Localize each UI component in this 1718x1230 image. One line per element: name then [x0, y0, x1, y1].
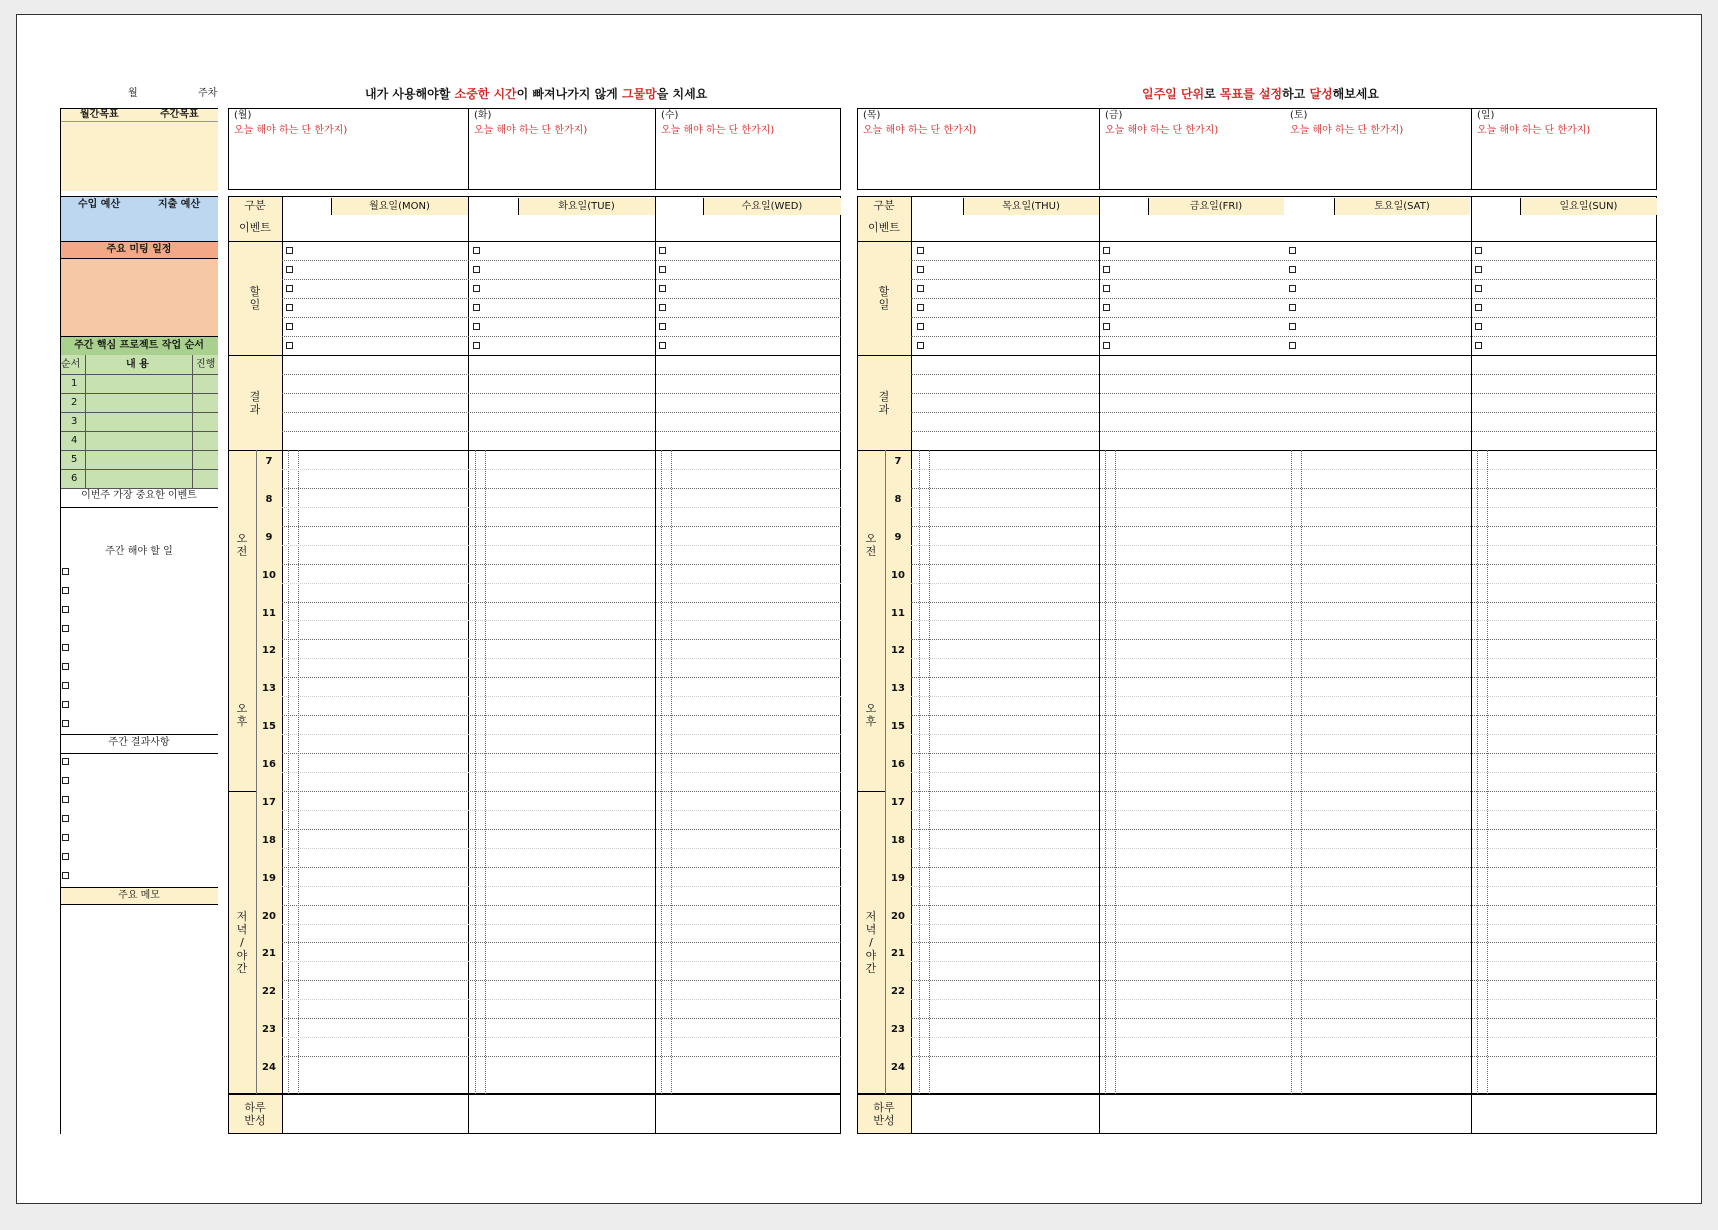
left-todo-checkbox[interactable]	[286, 323, 293, 330]
weekly-todo-checkbox[interactable]	[62, 587, 69, 594]
left-todo-checkbox[interactable]	[659, 342, 666, 349]
right-day-name: 토요일(SAT)	[1374, 201, 1430, 212]
right-hour-label: 15	[891, 721, 905, 733]
left-todo-checkbox[interactable]	[473, 342, 480, 349]
right-one-thing-label: 오늘 해야 하는 단 한가지)	[1477, 125, 1591, 136]
left-day-short-label: (수)	[661, 110, 679, 121]
right-todo-checkbox[interactable]	[1475, 323, 1482, 330]
project-row-number: 1	[71, 378, 78, 389]
project-row-number: 5	[71, 454, 78, 465]
left-hour-label: 11	[262, 607, 276, 619]
left-todo-checkbox[interactable]	[473, 285, 480, 292]
weekly-result-checkbox[interactable]	[62, 815, 69, 822]
left-todo-checkbox[interactable]	[286, 304, 293, 311]
left-todo-checkbox[interactable]	[473, 304, 480, 311]
right-hour-label: 17	[891, 796, 905, 808]
right-one-thing-label: 오늘 해야 하는 단 한가지)	[1290, 125, 1404, 136]
weekly-todo-checkbox[interactable]	[62, 663, 69, 670]
left-hour-label: 24	[262, 1062, 276, 1074]
right-night-label: 저 녁 / 야 간	[865, 909, 877, 975]
right-todo-checkbox[interactable]	[917, 342, 924, 349]
project-content-header: 내 용	[126, 359, 149, 370]
left-day-short-label: (월)	[234, 110, 252, 121]
left-todo-label: 할 일	[249, 285, 261, 311]
right-hour-label: 7	[894, 456, 902, 467]
left-todo-checkbox[interactable]	[286, 285, 293, 292]
right-todo-checkbox[interactable]	[1475, 285, 1482, 292]
right-todo-checkbox[interactable]	[917, 304, 924, 311]
project-order-header: 순서	[61, 359, 81, 370]
right-todo-checkbox[interactable]	[1289, 247, 1296, 254]
income-budget-label: 수입 예산	[78, 199, 121, 210]
right-todo-checkbox[interactable]	[1475, 304, 1482, 311]
weekly-result-checkbox[interactable]	[62, 777, 69, 784]
right-todo-checkbox[interactable]	[917, 266, 924, 273]
project-row-number: 6	[71, 473, 78, 484]
right-reflection-label: 하루 반성	[873, 1101, 895, 1127]
right-todo-checkbox[interactable]	[1289, 304, 1296, 311]
right-day-short-label: (금)	[1105, 110, 1123, 121]
left-one-thing-label: 오늘 해야 하는 단 한가지)	[474, 125, 588, 136]
left-hour-label: 19	[262, 872, 276, 884]
weekly-todo-title: 주간 해야 할 일	[105, 546, 173, 557]
right-todo-checkbox[interactable]	[1103, 285, 1110, 292]
project-row-number: 2	[71, 397, 78, 408]
week-label: 주차	[198, 88, 218, 99]
right-todo-checkbox[interactable]	[1289, 266, 1296, 273]
left-hour-label: 15	[262, 721, 276, 733]
left-hour-label: 9	[265, 531, 273, 543]
left-hour-label: 12	[262, 645, 276, 657]
right-todo-checkbox[interactable]	[1103, 247, 1110, 254]
project-title: 주간 핵심 프로젝트 작업 순서	[74, 340, 204, 351]
right-hour-label: 9	[894, 531, 902, 543]
weekly-todo-checkbox[interactable]	[62, 701, 69, 708]
weekly-result-checkbox[interactable]	[62, 872, 69, 879]
left-todo-checkbox[interactable]	[286, 342, 293, 349]
left-hour-label: 13	[262, 683, 276, 695]
right-todo-checkbox[interactable]	[1103, 304, 1110, 311]
left-todo-checkbox[interactable]	[659, 304, 666, 311]
monthly-goal-label: 월간목표	[80, 109, 119, 120]
weekly-result-checkbox[interactable]	[62, 796, 69, 803]
right-hour-label: 10	[891, 569, 905, 581]
right-hour-label: 19	[891, 872, 905, 884]
right-pm-label: 오 후	[865, 702, 877, 729]
weekly-todo-checkbox[interactable]	[62, 625, 69, 632]
right-hour-label: 20	[891, 910, 905, 922]
left-hour-label: 23	[262, 1024, 276, 1036]
left-result-label: 결 과	[249, 389, 261, 416]
left-todo-checkbox[interactable]	[473, 247, 480, 254]
right-hour-label: 18	[891, 834, 905, 846]
right-todo-checkbox[interactable]	[1475, 266, 1482, 273]
right-todo-checkbox[interactable]	[1475, 342, 1482, 349]
project-progress-header: 진행	[196, 359, 216, 370]
right-one-thing-box	[857, 108, 1657, 190]
right-todo-checkbox[interactable]	[1475, 247, 1482, 254]
left-day-name: 화요일(TUE)	[558, 201, 615, 212]
left-todo-checkbox[interactable]	[659, 247, 666, 254]
right-day-short-label: (목)	[863, 110, 881, 121]
right-one-thing-label: 오늘 해야 하는 단 한가지)	[863, 125, 977, 136]
left-day-short-label: (화)	[474, 110, 492, 121]
right-hour-label: 22	[891, 986, 905, 998]
left-one-thing-box	[228, 108, 841, 190]
right-todo-checkbox[interactable]	[917, 247, 924, 254]
right-hour-label: 21	[891, 948, 905, 960]
left-day-name: 월요일(MON)	[369, 201, 430, 212]
right-am-label: 오 전	[865, 531, 877, 558]
meeting-area[interactable]	[60, 259, 218, 336]
weekly-todo-checkbox[interactable]	[62, 720, 69, 727]
weekly-todo-checkbox[interactable]	[62, 682, 69, 689]
weekly-result-title: 주간 결과사항	[108, 737, 170, 748]
right-todo-label: 할 일	[878, 285, 890, 311]
right-slogan: 일주일 단위로 목표를 설정하고 달성해보세요	[1142, 87, 1379, 101]
left-event-label: 이벤트	[239, 220, 271, 234]
right-event-label: 이벤트	[868, 220, 900, 234]
left-todo-checkbox[interactable]	[286, 266, 293, 273]
left-one-thing-label: 오늘 해야 하는 단 한가지)	[234, 125, 348, 136]
right-todo-checkbox[interactable]	[917, 285, 924, 292]
right-hour-label: 13	[891, 683, 905, 695]
weekly-goal-label: 주간목표	[160, 109, 199, 120]
right-day-short-label: (토)	[1290, 110, 1308, 121]
left-hour-label: 8	[265, 493, 273, 505]
left-slogan: 내가 사용해야할 소중한 시간이 빠져나가지 않게 그물망을 치세요	[365, 87, 708, 101]
left-category-label: 구분	[244, 198, 266, 212]
left-day-name: 수요일(WED)	[741, 201, 803, 212]
right-day-name: 목요일(THU)	[1002, 201, 1060, 212]
left-todo-checkbox[interactable]	[659, 285, 666, 292]
right-category-label: 구분	[873, 198, 895, 212]
left-am-label: 오 전	[236, 531, 248, 558]
memo-title: 주요 메모	[118, 890, 160, 901]
right-todo-checkbox[interactable]	[1103, 323, 1110, 330]
right-todo-checkbox[interactable]	[1289, 323, 1296, 330]
right-hour-label: 16	[891, 759, 905, 771]
left-hour-label: 7	[265, 456, 273, 467]
left-hour-label: 20	[262, 910, 276, 922]
right-hour-label: 23	[891, 1024, 905, 1036]
right-todo-checkbox[interactable]	[1103, 266, 1110, 273]
right-hour-label: 11	[891, 607, 905, 619]
weekly-result-checkbox[interactable]	[62, 758, 69, 765]
weekly-result-checkbox[interactable]	[62, 853, 69, 860]
weekly-result-checkbox[interactable]	[62, 834, 69, 841]
right-day-short-label: (일)	[1477, 110, 1495, 121]
right-result-label: 결 과	[878, 389, 890, 416]
right-one-thing-label: 오늘 해야 하는 단 한가지)	[1105, 125, 1219, 136]
important-event-title: 이번주 가장 중요한 이벤트	[81, 490, 197, 501]
right-todo-checkbox[interactable]	[1103, 342, 1110, 349]
left-todo-checkbox[interactable]	[473, 266, 480, 273]
left-night-label: 저 녁 / 야 간	[236, 909, 248, 975]
left-hour-label: 16	[262, 759, 276, 771]
project-row-number: 4	[71, 435, 78, 446]
left-one-thing-label: 오늘 해야 하는 단 한가지)	[661, 125, 775, 136]
right-day-name: 금요일(FRI)	[1189, 201, 1243, 212]
right-hour-label: 24	[891, 1062, 905, 1074]
left-hour-label: 10	[262, 569, 276, 581]
left-hour-label: 17	[262, 796, 276, 808]
project-row-number: 3	[71, 416, 78, 427]
left-hour-label: 22	[262, 986, 276, 998]
month-label: 월	[128, 88, 138, 99]
left-todo-checkbox[interactable]	[473, 323, 480, 330]
left-hour-label: 21	[262, 948, 276, 960]
left-hour-label: 18	[262, 834, 276, 846]
left-todo-checkbox[interactable]	[659, 266, 666, 273]
weekly-todo-checkbox[interactable]	[62, 606, 69, 613]
right-todo-checkbox[interactable]	[1289, 285, 1296, 292]
left-pm-label: 오 후	[236, 702, 248, 729]
left-reflection-label: 하루 반성	[244, 1101, 266, 1127]
meeting-title: 주요 미팅 일정	[106, 244, 172, 255]
expense-budget-label: 지출 예산	[158, 199, 201, 210]
right-todo-checkbox[interactable]	[917, 323, 924, 330]
weekly-todo-checkbox[interactable]	[62, 644, 69, 651]
right-day-name: 일요일(SUN)	[1559, 201, 1618, 212]
left-todo-checkbox[interactable]	[659, 323, 666, 330]
weekly-todo-checkbox[interactable]	[62, 568, 69, 575]
right-hour-label: 12	[891, 645, 905, 657]
right-hour-label: 8	[894, 493, 902, 505]
left-todo-checkbox[interactable]	[286, 247, 293, 254]
right-todo-checkbox[interactable]	[1289, 342, 1296, 349]
